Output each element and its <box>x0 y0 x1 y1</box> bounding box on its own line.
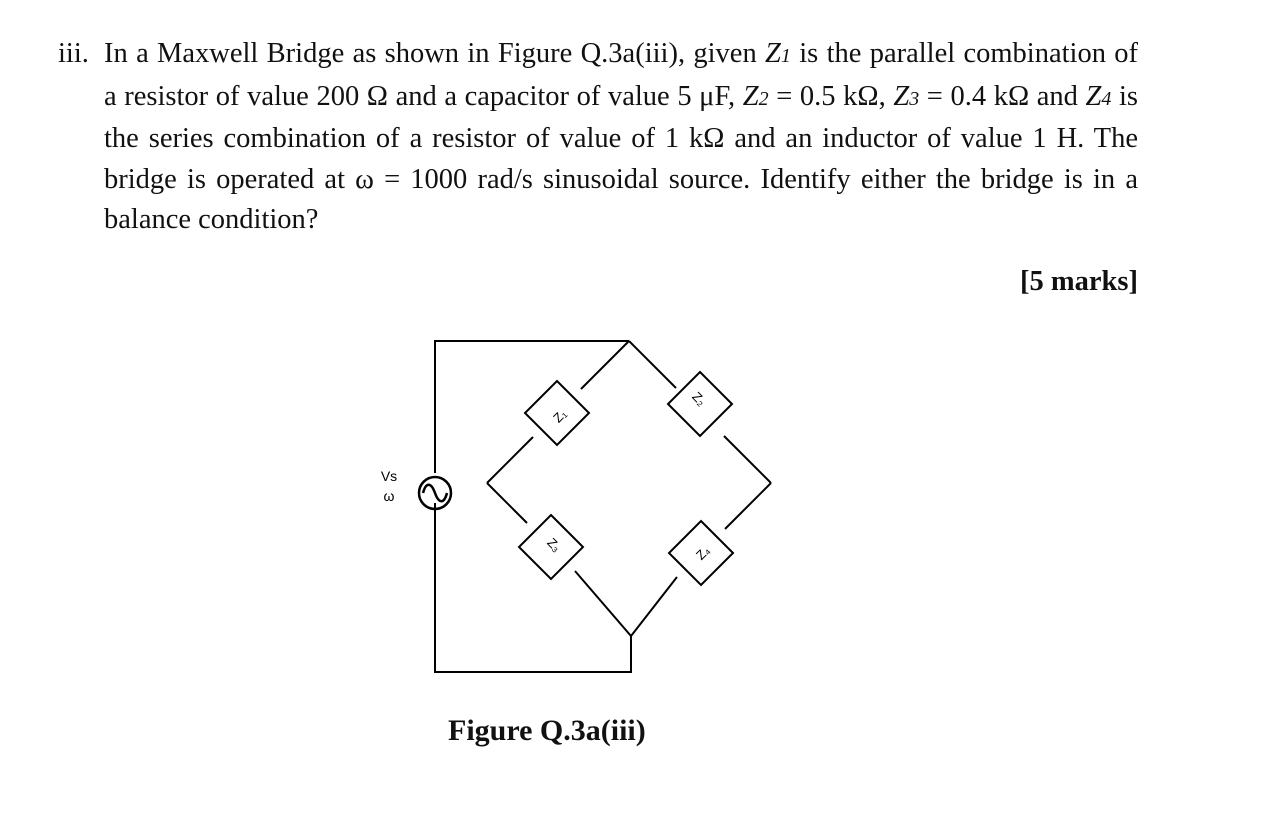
wire-z4-lower <box>631 577 677 636</box>
question-text-part-3: = 0.5 kΩ, <box>768 80 894 112</box>
frequency-label: ω <box>383 488 395 504</box>
wire-z4-upper <box>725 483 771 529</box>
question-text-part-1: In a Maxwell Bridge as shown in Figure Q.3a(iii), given <box>104 38 766 69</box>
wire-z3-upper <box>487 483 527 523</box>
z4-subscript: 4 <box>1101 87 1112 110</box>
marks-label: [5 marks] <box>1020 266 1138 297</box>
wire-z1-upper <box>581 341 629 389</box>
z1-label: Z₁ <box>550 406 570 426</box>
wire-z2-upper <box>629 341 676 388</box>
z1-variable: Z <box>765 38 781 69</box>
z2-label: Z₂ <box>689 388 710 409</box>
maxwell-bridge-diagram <box>360 330 790 680</box>
question-text-part-4: = 0.4 kΩ and <box>919 80 1086 112</box>
z2-subscript: 2 <box>758 87 769 110</box>
sine-wave-icon <box>423 485 447 502</box>
z2-variable: Z <box>742 80 759 112</box>
wire-z2-lower <box>724 436 771 483</box>
question-body <box>104 34 1138 241</box>
z4-variable: Z <box>1085 80 1102 112</box>
wire-z3-lower <box>575 571 631 636</box>
z3-variable: Z <box>893 80 910 112</box>
z4-label: Z₄ <box>692 542 713 563</box>
figure-caption: Figure Q.3a(iii) <box>448 714 646 747</box>
wire-source-bottom <box>435 503 631 672</box>
question-number: iii. <box>58 38 89 69</box>
question-text-part-5: is the series combination of a resistor of value of 1 kΩ and an inductor of value 1 H. The bridge is operated at ω = 1000 rad/s sinusoidal source. Identify either the bridge is in a balance condition? <box>104 80 1138 235</box>
wire-z1-lower <box>487 437 533 483</box>
source-label: Vs <box>380 468 398 484</box>
z3-label: Z₃ <box>544 534 565 555</box>
z1-subscript: 1 <box>780 45 791 67</box>
question-text <box>58 34 1138 241</box>
question-text-part-2: is the parallel combination of a resistor of value 200 Ω and a capacitor of value 5 μF, <box>104 38 1139 112</box>
z3-subscript: 3 <box>909 87 920 110</box>
